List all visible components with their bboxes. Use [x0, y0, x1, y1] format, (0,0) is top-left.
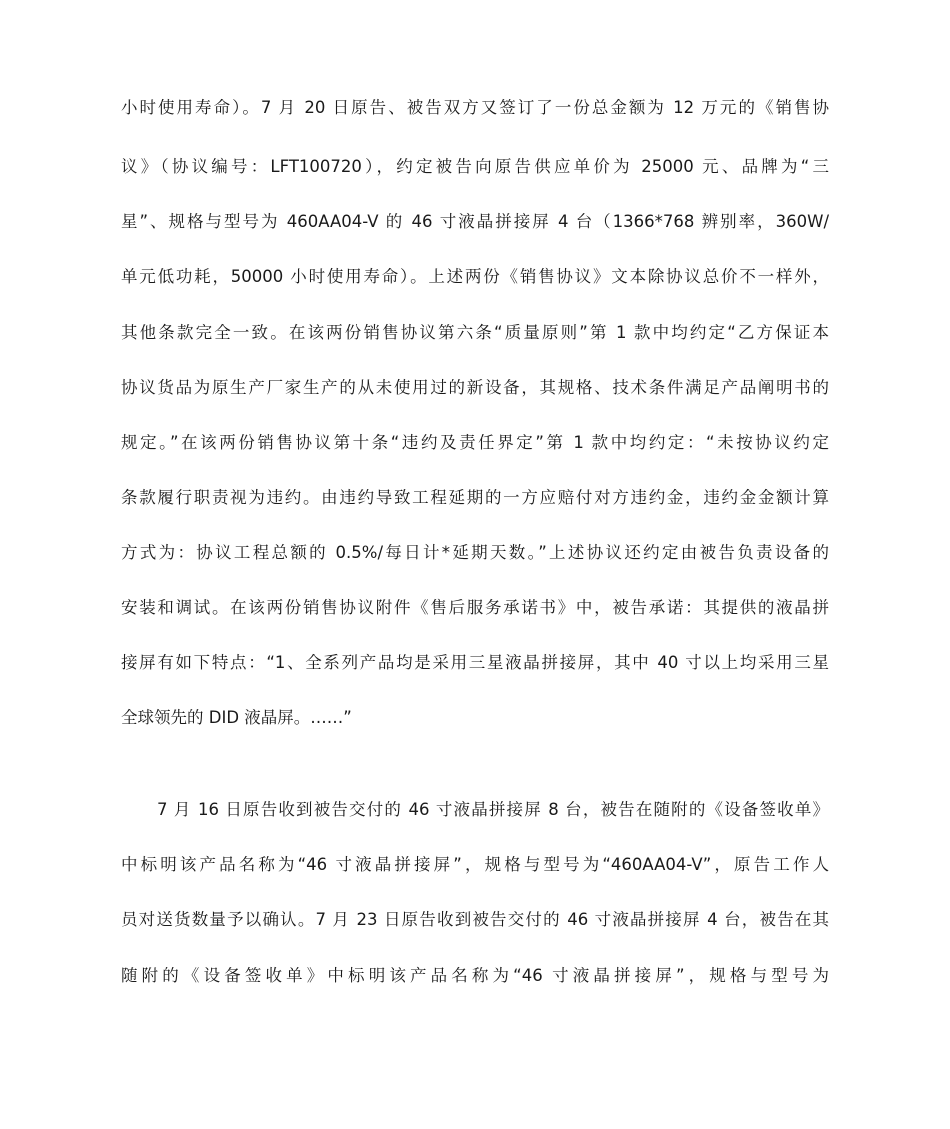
- paragraph-1-line-10: 安装和调试。在该两份销售协议附件《售后服务承诺书》中，被告承诺：其提供的液晶拼: [121, 598, 829, 617]
- paragraph-1-line-2: 议》（协议编号：LFT100720），约定被告向原告供应单价为 25000 元、品牌为“三: [121, 157, 829, 176]
- paragraph-1-line-5: 其他条款完全一致。在该两份销售协议第六条“质量原则”第 1 款中均约定“乙方保证本: [121, 323, 829, 342]
- paragraph-1-line-6: 协议货品为原生产厂家生产的从未使用过的新设备，其规格、技术条件满足产品阐明书的: [121, 378, 829, 397]
- paragraph-2-line-1: 7 月 16 日原告收到被告交付的 46 寸液晶拼接屏 8 台，被告在随附的《设备签收单》: [157, 800, 829, 819]
- paragraph-1-line-12: 全球领先的 DID 液晶屏。……”: [121, 708, 352, 727]
- paragraph-1-line-8: 条款履行职责视为违约。由违约导致工程延期的一方应赔付对方违约金，违约金金额计算: [121, 488, 829, 507]
- paragraph-2-line-2: 中标明该产品名称为“46 寸液晶拼接屏”，规格与型号为“460AA04-V”，原告工作人: [121, 855, 829, 874]
- paragraph-2-line-4: 随附的《设备签收单》中标明该产品名称为“46 寸液晶拼接屏”，规格与型号为: [121, 966, 829, 985]
- paragraph-1-line-7: 规定。”在该两份销售协议第十条“违约及责任界定”第 1 款中均约定：“未按协议约定: [121, 433, 829, 452]
- paragraph-1-line-1: 小时使用寿命）。7 月 20 日原告、被告双方又签订了一份总金额为 12 万元的《销售协: [121, 98, 829, 117]
- paragraph-2-line-3: 员对送货数量予以确认。7 月 23 日原告收到被告交付的 46 寸液晶拼接屏 4 台，被告在其: [121, 910, 829, 929]
- paragraph-1-line-9: 方式为：协议工程总额的 0.5%/每日计*延期天数。”上述协议还约定由被告负责设备的: [121, 543, 829, 562]
- paragraph-1-line-4: 单元低功耗，50000 小时使用寿命）。上述两份《销售协议》文本除协议总价不一样外，: [121, 267, 829, 286]
- paragraph-1-line-11: 接屏有如下特点：“1、全系列产品均是采用三星液晶拼接屏，其中 40 寸以上均采用三星: [121, 653, 829, 672]
- paragraph-1-line-3: 星”、规格与型号为 460AA04-V 的 46 寸液晶拼接屏 4 台（1366*768 辨别率，360W/: [121, 212, 829, 231]
